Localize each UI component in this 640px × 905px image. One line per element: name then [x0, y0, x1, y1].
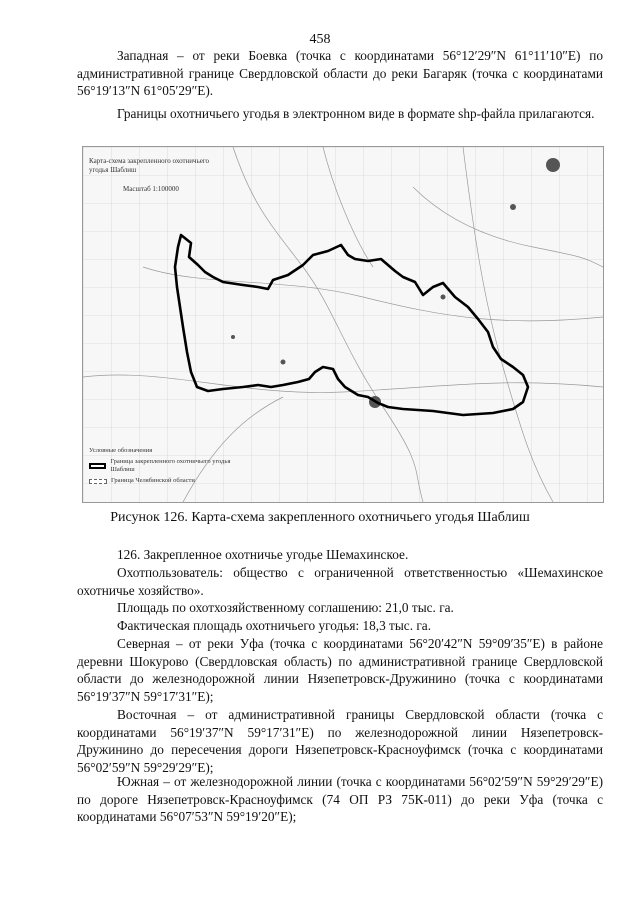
paragraph-northern-border: Северная – от реки Уфа (точка с координатами 56°20′42″N 59°09′35″E) в районе деревни Шокурово (Свердловская область) по административной границе Свердловской области до железнодорожной линии Нязепетровск-Дружинино (точка с координатами 56°19′37″N 59°17′31″E); — [77, 636, 603, 704]
hunting-ground-map — [82, 146, 604, 503]
page-number: 458 — [309, 32, 331, 47]
figure-caption: Рисунок 126. Карта-схема закрепленного охотничьего угодья Шаблиш — [110, 510, 530, 525]
legend-region-border-swatch — [89, 479, 107, 484]
map-scale: Масштаб 1:100000 — [123, 185, 179, 193]
legend-heading: Условные обозначения — [89, 447, 153, 454]
paragraph-southern-border: Южная – от железнодорожной линии (точка с координатами 56°02′59″N 59°29′29″E) по дороге Нязепетровск-Красноуфимск (74 ОП РЗ 75К-011) до реки Уфа (точка с координатами 56°07′53″N 59°19′20″E); — [77, 774, 603, 824]
legend-boundary-swatch — [89, 463, 106, 469]
legend-boundary-label: Граница закрепленного охотничьего угодья Шаблиш — [110, 458, 231, 473]
legend-item-boundary — [89, 458, 249, 474]
legend-item-region-border — [89, 477, 249, 485]
map-legend — [89, 447, 249, 485]
paragraph-actual-area: Фактическая площадь охотничьего угодья: 18,3 тыс. га. — [117, 618, 432, 633]
paragraph-hunting-user: Охотпользователь: общество с ограниченной ответственностью «Шемахинское охотничье хозяйство». — [77, 565, 603, 598]
paragraph-western-border: Западная – от реки Боевка (точка с координатами 56°12′29″N 61°11′10″E) по административной границе Свердловской области до реки Багаряк (точка с координатами 56°19′13″N 61°05′29″E). — [77, 48, 603, 98]
paragraph-agreement-area: Площадь по охотхозяйственному соглашению: 21,0 тыс. га. — [117, 600, 454, 615]
paragraph-eastern-border: Восточная – от административной границы Свердловской области (точка с координатами 56°19′37″N 59°17′31″E) по железнодорожной линии Нязепетровск-Дружинино до пересечения дороги Нязепетровск-Красноуфимск (точка с координатами 56°02′59″N 59°29′29″E); — [77, 707, 603, 775]
map-title: Карта-схема закрепленного охотничьего угодья Шаблиш — [89, 157, 210, 174]
paragraph-shp-files: Границы охотничьего угодья в электронном виде в формате shp-файла прилагаются. — [117, 106, 595, 121]
legend-region-border-label: Граница Челябинской области — [111, 477, 195, 484]
paragraph-section-title: 126. Закрепленное охотничье угодье Шемахинское. — [117, 547, 409, 562]
